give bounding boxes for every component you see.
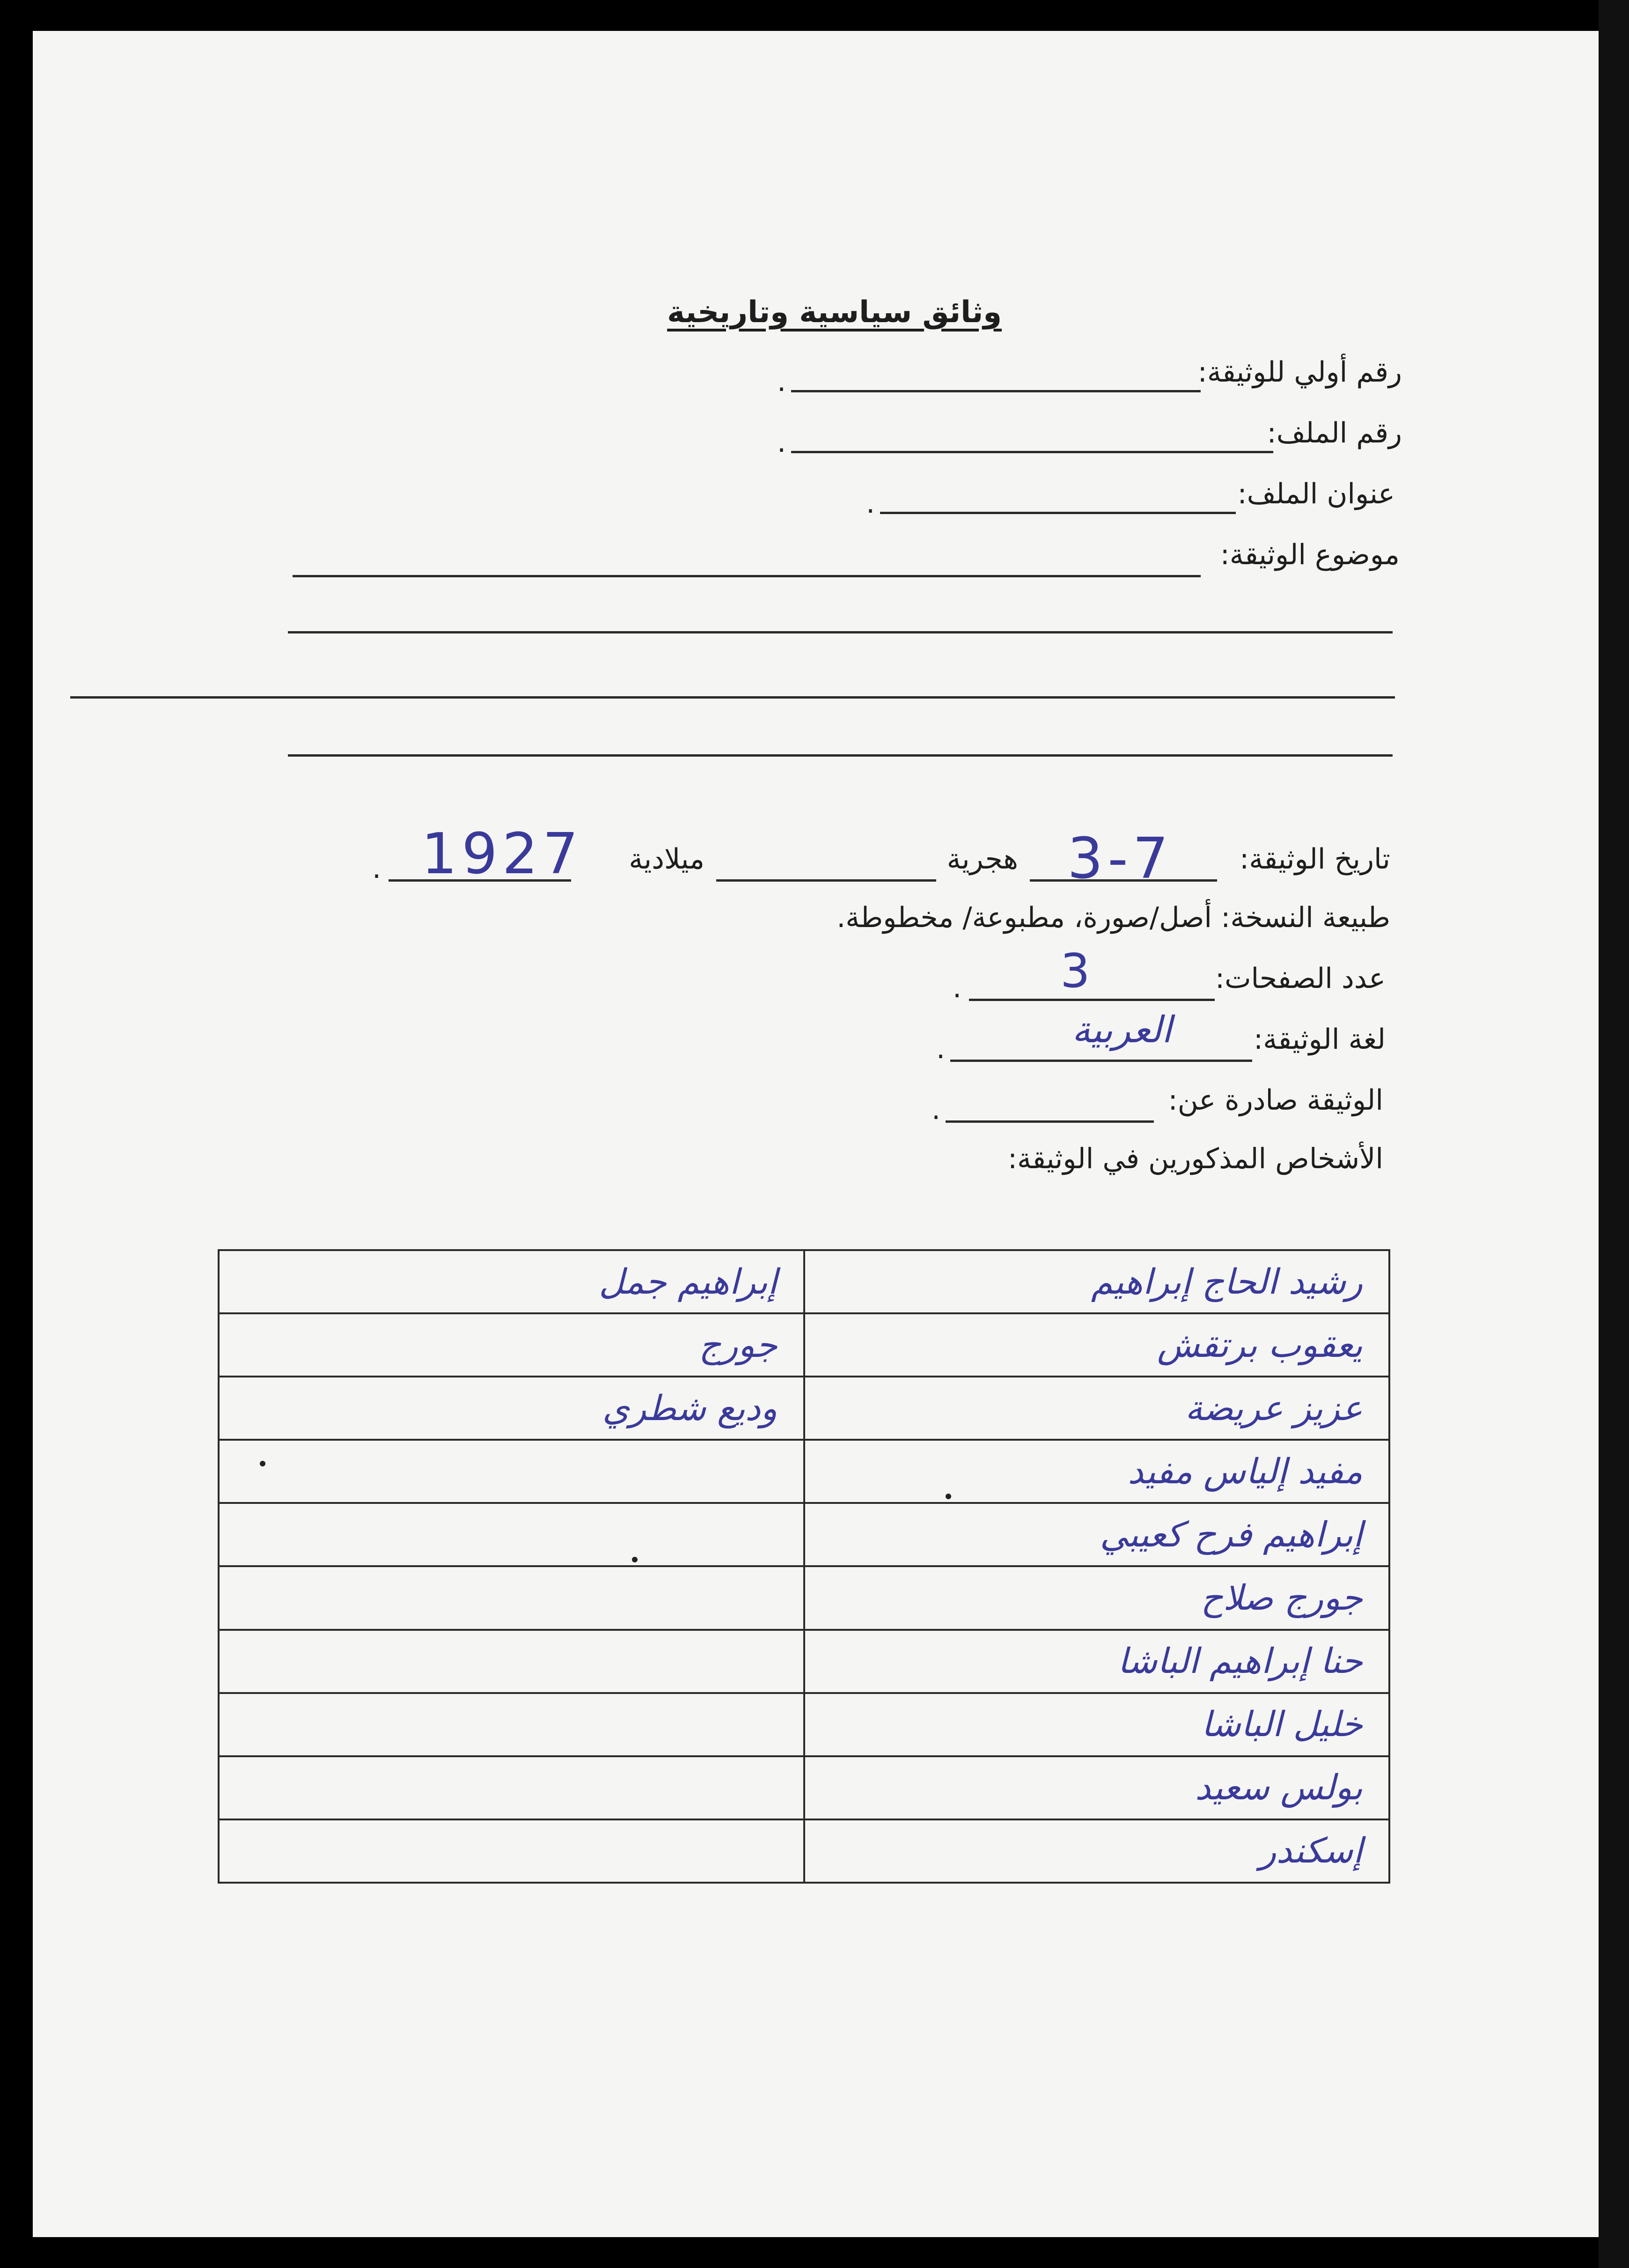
table-row xyxy=(219,1566,1389,1629)
copy-type-label: طبيعة النسخة: أصل/صورة، مطبوعة/ مخطوطة. xyxy=(837,901,1390,934)
person-name-left xyxy=(219,1566,804,1629)
person-name-left: وديع شطري xyxy=(219,1377,804,1440)
table-row xyxy=(219,1440,1389,1503)
person-name-right: جورج صلاح xyxy=(804,1566,1390,1629)
scan-speck xyxy=(632,1557,638,1562)
person-name-left xyxy=(219,1819,804,1883)
subject-line-4 xyxy=(288,754,1393,757)
person-name-right: رشيد الحاج إبراهيم xyxy=(804,1250,1390,1313)
person-name-left xyxy=(219,1756,804,1819)
table-row xyxy=(219,1250,1389,1313)
person-name-right: حنا إبراهيم الباشا xyxy=(804,1630,1390,1693)
scan-speck xyxy=(946,1494,951,1499)
hijri-label: هجرية xyxy=(947,843,1018,876)
table-row xyxy=(219,1313,1389,1377)
table-row xyxy=(219,1630,1389,1693)
table-row xyxy=(219,1503,1389,1566)
person-name-left xyxy=(219,1693,804,1756)
pages-label: عدد الصفحات: xyxy=(1215,962,1386,995)
subject-line-3 xyxy=(70,696,1395,699)
pages-handwritten: 3 xyxy=(1060,943,1095,998)
person-name-left xyxy=(219,1630,804,1693)
date-period: . xyxy=(372,852,382,885)
document-title: وثائق سياسية وتاريخية xyxy=(667,295,1002,330)
date-handwritten: 3-7 xyxy=(1067,826,1173,891)
subject-label: موضوع الوثيقة: xyxy=(1220,538,1400,571)
table-row xyxy=(219,1819,1389,1883)
gregorian-label: ميلادية xyxy=(629,843,704,876)
date-label: تاريخ الوثيقة: xyxy=(1240,843,1390,876)
person-name-right: عزيز عريضة xyxy=(804,1377,1390,1440)
person-name-left: إبراهيم جمل xyxy=(219,1250,804,1313)
persons-label: الأشخاص المذكورين في الوثيقة: xyxy=(1007,1142,1383,1175)
person-name-right: إبراهيم فرح كعيبي xyxy=(804,1503,1390,1566)
table-row xyxy=(219,1377,1389,1440)
file-number-period: . xyxy=(777,426,786,459)
pages-period: . xyxy=(953,972,962,1004)
file-title-label: عنوان الملف: xyxy=(1237,478,1395,510)
person-name-right: مفيد إلياس مفيد xyxy=(804,1440,1390,1503)
person-name-right: بولس سعيد xyxy=(804,1756,1390,1819)
person-name-right: يعقوب برتقش xyxy=(804,1313,1390,1377)
file-title-period: . xyxy=(866,487,875,520)
person-name-right: خليل الباشا xyxy=(804,1693,1390,1756)
scan-border xyxy=(1599,0,1629,2268)
language-period: . xyxy=(936,1032,946,1065)
initial-number-label: رقم أولي للوثيقة: xyxy=(1197,356,1402,389)
hijri-line xyxy=(716,879,936,882)
file-number-label: رقم الملف: xyxy=(1267,417,1402,449)
subject-line-1 xyxy=(293,575,1201,577)
file-title-line xyxy=(880,512,1236,514)
issued-by-label: الوثيقة صادرة عن: xyxy=(1168,1084,1383,1117)
subject-line-2 xyxy=(288,631,1393,633)
scan-speck xyxy=(260,1461,265,1466)
persons-table xyxy=(218,1249,1390,1884)
person-name-left xyxy=(219,1503,804,1566)
year-handwritten: 1927 xyxy=(421,822,583,887)
issued-by-period: . xyxy=(932,1093,941,1126)
language-handwritten: العربية xyxy=(1072,1009,1172,1051)
person-name-right: إسكندر xyxy=(804,1819,1390,1883)
issued-by-line xyxy=(946,1120,1154,1123)
language-label: لغة الوثيقة: xyxy=(1254,1023,1386,1056)
person-name-left: جورج xyxy=(219,1313,804,1377)
language-line xyxy=(950,1060,1252,1062)
initial-number-period: . xyxy=(777,365,786,398)
file-number-line xyxy=(791,451,1273,453)
table-row xyxy=(219,1693,1389,1756)
person-name-left xyxy=(219,1440,804,1503)
table-row xyxy=(219,1756,1389,1819)
initial-number-line xyxy=(791,390,1201,392)
pages-line xyxy=(969,999,1215,1001)
